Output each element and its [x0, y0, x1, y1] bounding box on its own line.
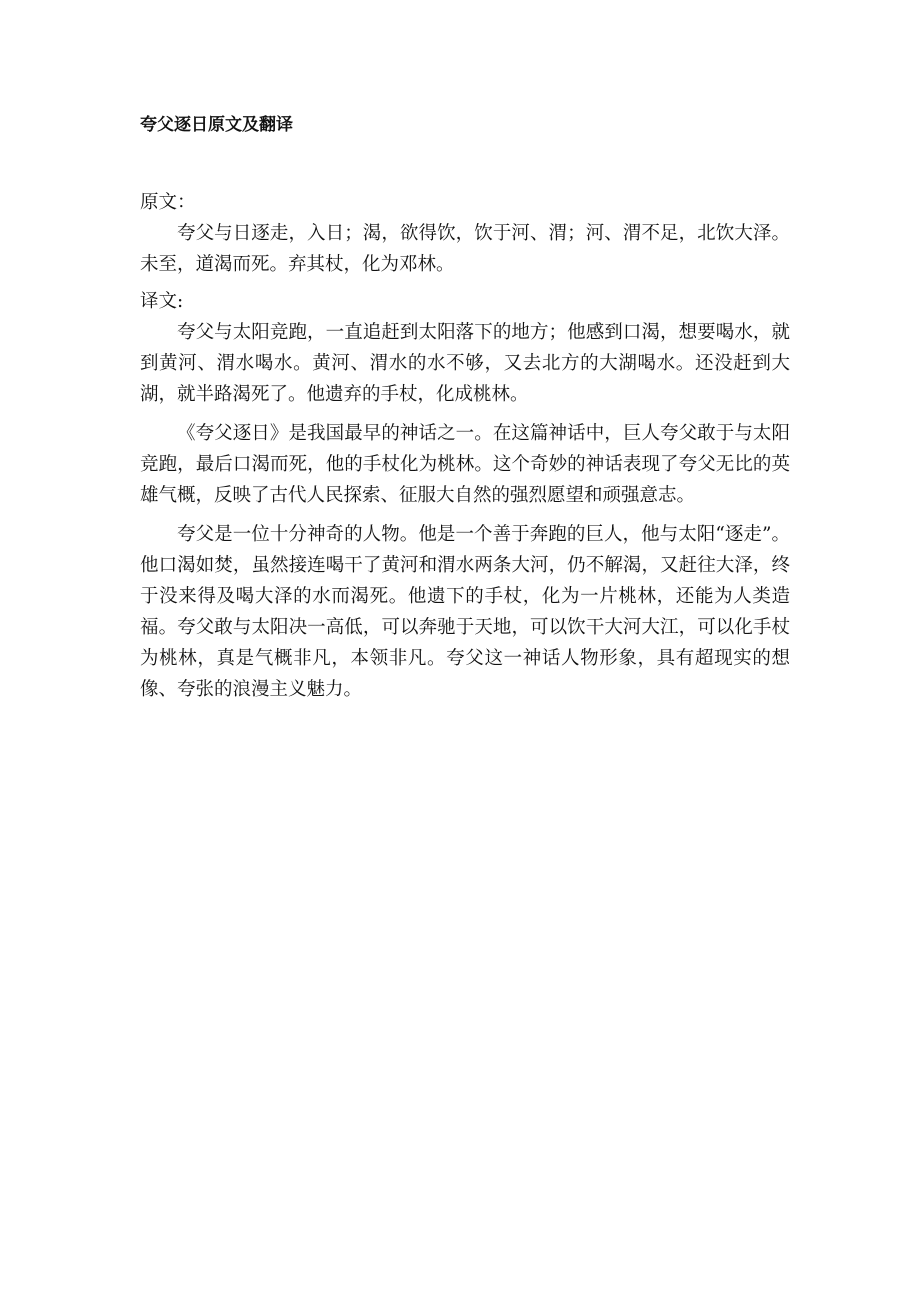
commentary-paragraph-1: 《夸父逐日》是我国最早的神话之一。在这篇神话中，巨人夸父敢于与太阳竞跑，最后口渴而死，他的手杖化为桃林。这个奇妙的神话表现了夸父无比的英雄气概，反映了古代人民探索、征服大自然的强烈愿望和顽强意志。: [140, 423, 790, 506]
document-body: [140, 187, 790, 713]
translation-paragraph: 夸父与太阳竞跑，一直追赶到太阳落下的地方；他感到口渴，想要喝水，就到黄河、渭水喝水。黄河、渭水的水不够，又去北方的大湖喝水。还没赶到大湖，就半路渴死了。他遗弃的手杖，化成桃林。: [140, 322, 790, 405]
original-text-paragraph: 夸父与日逐走，入日；渴，欲得饮，饮于河、渭；河、渭不足，北饮大泽。未至，道渴而死。弃其杖，化为邓林。: [140, 223, 790, 275]
original-text-label: 原文：: [140, 192, 196, 213]
document-title: 夸父逐日原文及翻译: [140, 115, 293, 135]
commentary-paragraph-2: 夸父是一位十分神奇的人物。他是一个善于奔跑的巨人，他与太阳“逐走”。他口渴如焚，虽然接连喝干了黄河和渭水两条大河，仍不解渴，又赶往大泽，终于没来得及喝大泽的水而渴死。他遗下的手杖，化为一片桃林，还能为人类造福。夸父敢与太阳决一高低，可以奔驰于天地，可以饮干大河大江，可以化手杖为桃林，真是气概非凡，本领非凡。夸父这一神话人物形象，具有超现实的想像、夸张的浪漫主义魅力。: [140, 524, 790, 700]
translation-label: 译文:: [140, 291, 184, 312]
